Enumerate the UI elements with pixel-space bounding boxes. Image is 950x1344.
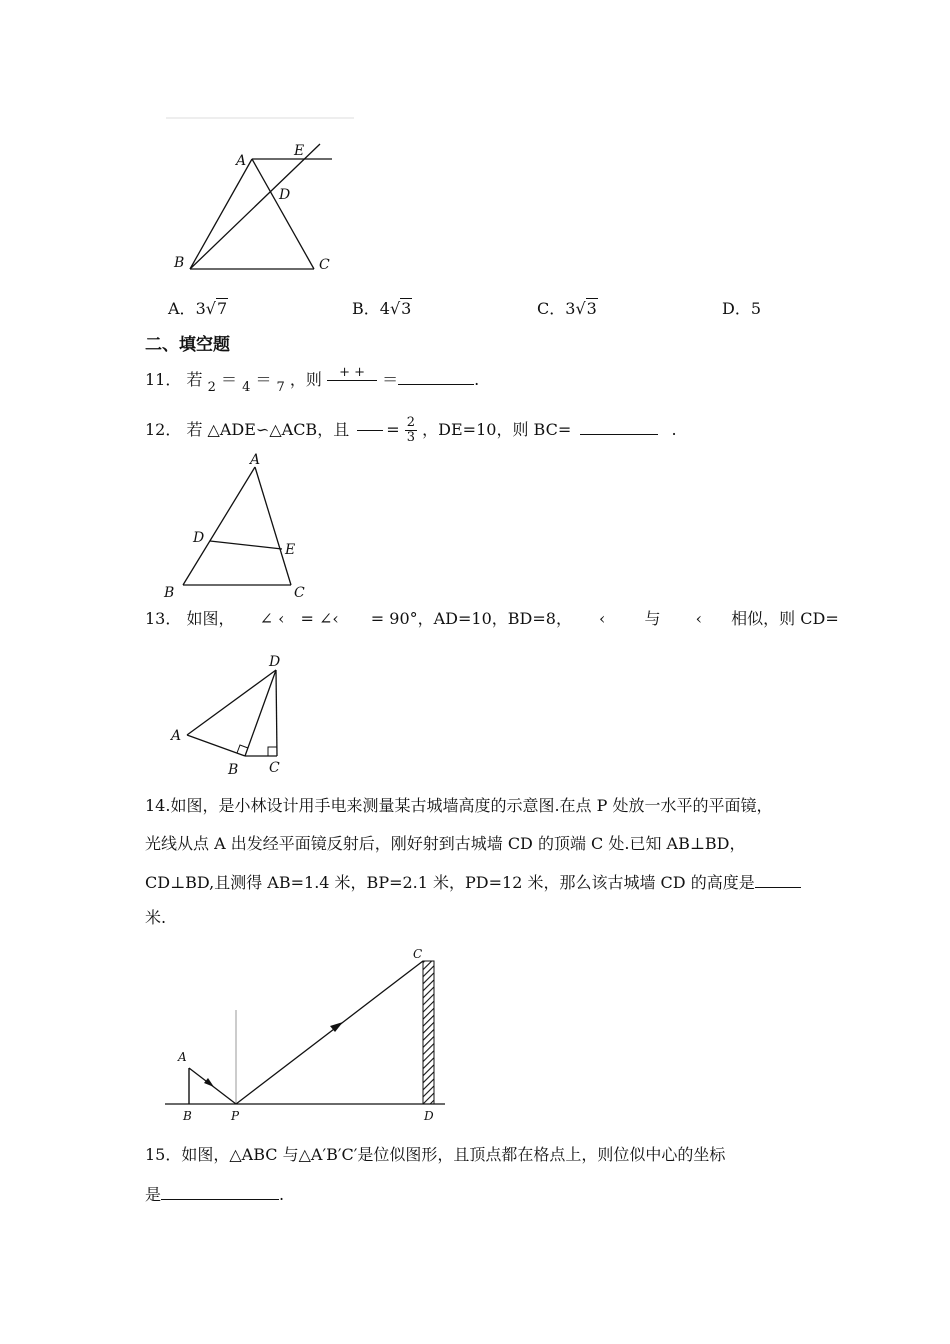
segment-ad (187, 670, 276, 735)
q10-option-a: A．3√7 (168, 299, 228, 318)
q11: 11． 若 2 ＝ 4 ＝ 7 ，则 + + ＝ . (145, 365, 480, 395)
label-c: C (269, 760, 280, 776)
q14-answer-blank[interactable] (755, 871, 801, 888)
q14-line4: 米. (145, 908, 167, 927)
segment-ab (183, 467, 255, 585)
label-c: C (294, 585, 305, 600)
label-b: B (164, 585, 175, 600)
q12-figure (160, 450, 320, 600)
label-d: D (269, 654, 281, 670)
q14-number: 14. (145, 796, 171, 815)
wall-cd (423, 961, 434, 1104)
q15-line1: 15．如图，△ABC 与△A′B′C′是位似图形，且顶点都在格点上，则位似中心的坐标 (145, 1145, 726, 1164)
segment-ab (187, 735, 245, 756)
label-b: B (228, 762, 239, 778)
q10-option-c: C．3√3 (537, 299, 597, 318)
q13-number: 13． (145, 609, 182, 628)
label-b: B (174, 255, 185, 271)
q13-figure (165, 650, 305, 780)
q12-number: 12． (145, 420, 182, 439)
right-angle-c (268, 747, 277, 756)
q13: 13． 如图， ∠ ‹ = ∠‹ = 90°，AD=10，BD=8， ‹ 与 ‹ 相似，则 CD= (145, 609, 839, 628)
label-a: A (171, 728, 182, 744)
q10-option-b: B．4√3 (352, 299, 412, 318)
segment-ac (255, 467, 291, 585)
q12: 12． 若 △ADE∽△ACB，且 = $\frac{2}{3}$ ，DE=10，则 BC= . (145, 415, 677, 445)
segment-be (190, 144, 320, 269)
segment-cd (276, 670, 277, 756)
q14-line3: CD⊥BD,且测得 AB=1.4 米，BP=2.1 米，PD=12 米，那么该古城墙 CD 的高度是 (145, 871, 801, 893)
label-c: C (319, 257, 330, 273)
segment-de (210, 541, 282, 549)
q10-figure (160, 112, 360, 282)
q15-number: 15． (145, 1145, 182, 1164)
q10-option-d: D．5 (722, 299, 762, 318)
label-p: P (231, 1109, 240, 1123)
segment-ac (252, 159, 314, 269)
segment-ab (190, 159, 252, 269)
segment-bd (245, 670, 276, 756)
q15-line2: 是 . (145, 1185, 285, 1204)
label-b: B (183, 1109, 192, 1123)
label-a: A (178, 1050, 187, 1064)
q11-answer-blank[interactable] (398, 368, 474, 385)
ray-pc (236, 961, 423, 1104)
q14-figure (160, 942, 460, 1127)
label-e: E (294, 143, 305, 159)
label-a: A (236, 153, 247, 169)
label-d: D (424, 1109, 434, 1123)
label-c: C (413, 947, 423, 961)
q14-line1: 14.如图，是小林设计用手电来测量某古城墙高度的示意图.在点 P 处放一水平的平面镜， (145, 796, 773, 815)
section-title: 二、填空题 (145, 335, 230, 355)
q15-answer-blank[interactable] (161, 1183, 279, 1200)
label-e: E (285, 542, 296, 558)
arrow-ap (204, 1078, 214, 1087)
q14-line2: 光线从点 A 出发经平面镜反射后，刚好射到古城墙 CD 的顶端 C 处.已知 AB⊥BD， (145, 834, 746, 853)
q11-number: 11． (145, 370, 182, 389)
q12-answer-blank[interactable] (580, 418, 658, 435)
label-d: D (279, 187, 291, 203)
label-a: A (250, 452, 261, 468)
label-d: D (193, 530, 205, 546)
